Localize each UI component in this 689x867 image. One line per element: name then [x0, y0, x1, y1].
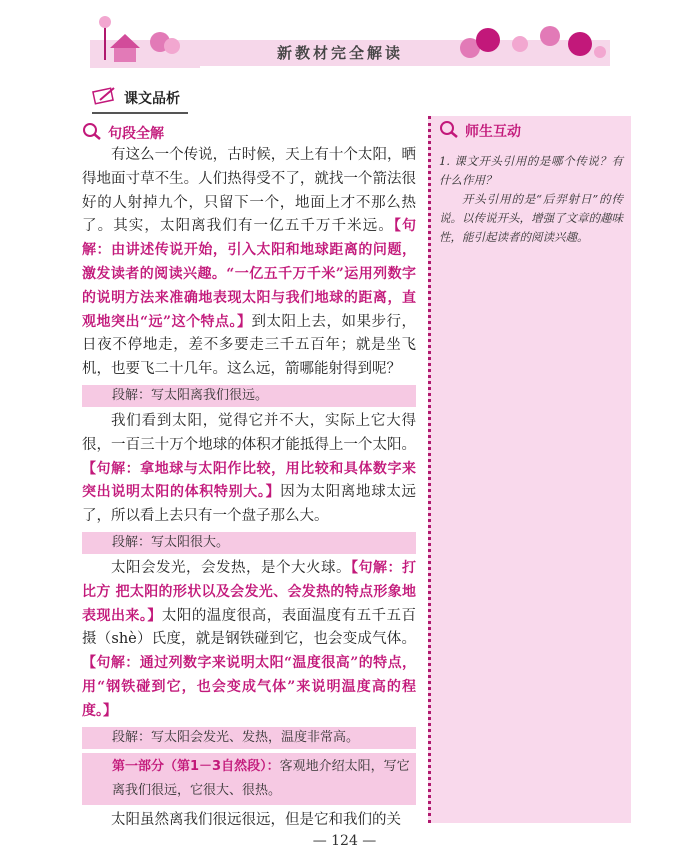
section-label: 课文品析	[124, 91, 180, 107]
section-underline	[92, 112, 188, 114]
note-1: 【句解：由讲述传说开始，引入太阳和地球距离的问题，激发读者的阅读兴趣。“一亿五千万千米”运用列数字的说明方法来准确地表现太阳与我们地球的距离，直观地突出“远”这个特点。】	[82, 218, 417, 330]
p2b-text: 因为太阳离地球太远了，所以看上去只有一个盘子那么大。	[82, 484, 417, 525]
magnifier-icon	[439, 120, 459, 142]
heart-flower-decoration	[450, 14, 610, 66]
qa-block	[439, 152, 623, 247]
p4-text: 太阳虽然离我们很远很远，但是它和我们的关	[111, 811, 401, 828]
part-summary	[82, 753, 416, 805]
page-header	[0, 0, 689, 80]
paragraph-3	[82, 557, 416, 724]
p3b-text: 太阳的温度很高，表面温度有五千五百摄（shè）氏度，就是钢铁碰到它，也会变成气体。	[82, 607, 417, 648]
right-heading-text: 师生互动	[465, 124, 521, 140]
part-label: 第一部分（第1－3自然段）：	[112, 758, 280, 774]
magnifier-icon	[82, 122, 102, 144]
house-tree-decoration	[90, 8, 200, 68]
note-3c: 【句解：通过列数字来说明太阳“温度很高”的特点，用“钢铁碰到它，也会变成气体”来说明温度高的程度。】	[82, 655, 416, 719]
p2-text: 我们看到太阳，觉得它并不大，实际上它大得很，一百三十万个地球的体积才能抵得上一个太阳。	[82, 412, 416, 453]
p1b-text: 到太阳上去，如果步行，日夜不停地走，差不多要走三千五百年；就是坐飞机，也要飞二十几年。这么远，箭哪能射得到呢？	[82, 313, 416, 378]
p1-text: 有这么一个传说，古时候，天上有十个太阳，晒得地面寸草不生。人们热得受不了，就找一个箭法很好的人射掉九个，只留下一个，地面上才不那么热了。其实，太阳离我们有一亿五千万千米远。	[82, 147, 416, 235]
paragraph-1	[82, 144, 416, 382]
page-number: — 124 —	[312, 833, 377, 849]
header-title: 新教材完全解读	[276, 44, 403, 62]
p3-text: 太阳会发光，会发热，是个大火球。	[111, 559, 351, 576]
analysis-column	[82, 122, 416, 832]
summary-bar-1: 段解：写太阳离我们很远。	[82, 385, 416, 407]
right-heading	[439, 120, 631, 142]
section-tag	[92, 86, 180, 110]
pencil-card-icon	[92, 86, 118, 110]
left-heading	[82, 122, 416, 144]
part-text: 客观地介绍太阳，写它离我们很远，它很大、很热。	[112, 758, 410, 798]
note-2: 【句解：拿地球与太阳作比较，用比较和具体数字来突出说明太阳的体积特别大。】	[82, 460, 416, 501]
left-heading-text: 句段全解	[108, 126, 164, 142]
answer: 开头引用的是“后羿射日”的传说。以传说开头，增强了文章的趣味性，能引起读者的阅读兴趣。	[439, 192, 623, 244]
note-3a: 【句解：打比方	[82, 559, 416, 600]
summary-bar-2: 段解：写太阳很大。	[82, 532, 416, 554]
summary-bar-3: 段解：写太阳会发光、发热，温度非常高。	[82, 727, 416, 749]
question: 1. 课文开头引用的是哪个传说？有什么作用？	[439, 154, 623, 187]
paragraph-4	[82, 809, 416, 833]
paragraph-2	[82, 410, 416, 529]
note-3b: 把太阳的形状以及会发光、会发热的特点形象地表现出来。】	[82, 583, 417, 624]
interaction-column	[428, 116, 631, 823]
